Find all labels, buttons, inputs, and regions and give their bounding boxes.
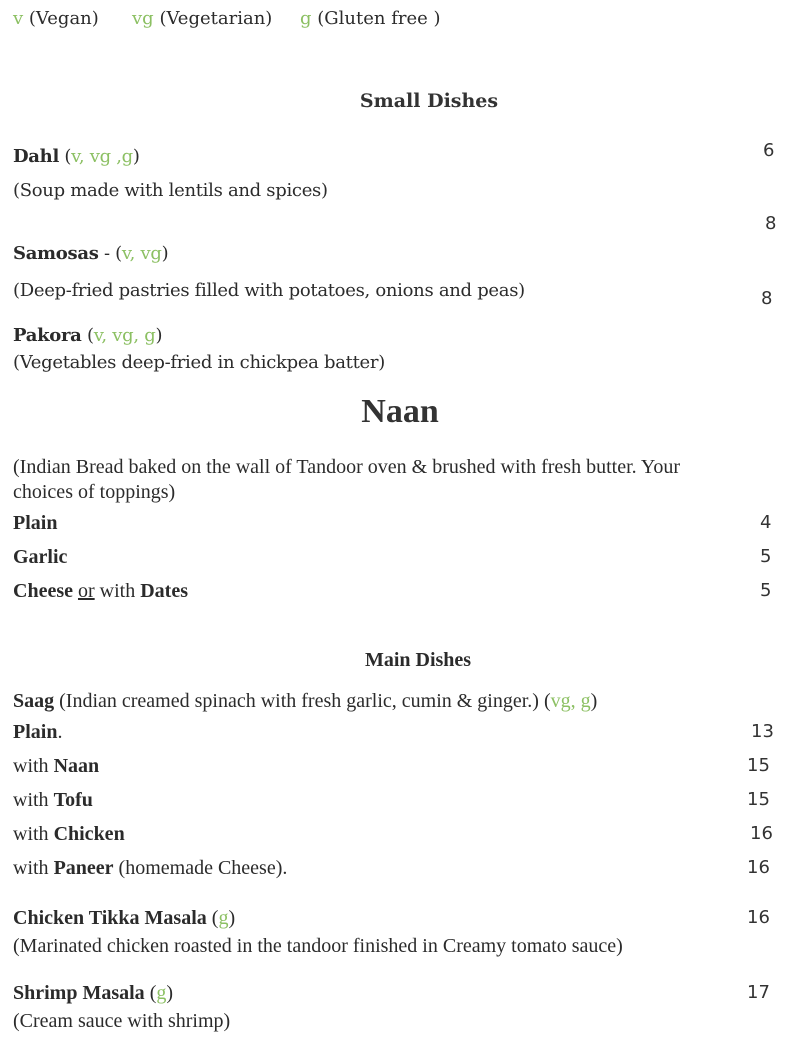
- item-description: (Soup made with lentils and spices): [13, 180, 328, 201]
- paren: ): [132, 146, 140, 167]
- prefix: with: [13, 857, 54, 879]
- saag-option: [13, 789, 93, 812]
- menu-item-shrimp-masala: [13, 982, 173, 1005]
- legend-vegetarian: [132, 8, 272, 29]
- item-price: 16: [747, 907, 770, 928]
- diet-tags: g: [218, 907, 229, 929]
- section-title-naan: Naan: [361, 393, 439, 430]
- prefix: with: [13, 823, 54, 845]
- item-name: Dahl: [13, 146, 59, 167]
- menu-item-samosas: [13, 243, 168, 264]
- paren: ): [155, 325, 163, 346]
- item-name: Saag: [13, 690, 55, 712]
- option-name: Paneer: [53, 857, 114, 879]
- diet-tags: v, vg ,g: [71, 146, 133, 167]
- naan-description-line1: (Indian Bread baked on the wall of Tandoor oven & brushed with fresh butter. Your: [13, 456, 680, 478]
- saag-option: [13, 857, 287, 880]
- prefix: with: [13, 789, 54, 811]
- item-name: Samosas: [13, 243, 99, 264]
- paren: (: [144, 982, 157, 1004]
- item-name: Cheese: [13, 580, 73, 602]
- item-name-2: Dates: [140, 580, 188, 602]
- paren: (: [206, 907, 219, 929]
- paren: ): [590, 690, 598, 712]
- diet-tags: g: [156, 982, 167, 1004]
- legend-label-vegetarian: (Vegetarian): [159, 8, 273, 29]
- item-price: 5: [760, 546, 772, 567]
- option-name: Naan: [53, 755, 100, 777]
- legend-gluten-free: [300, 8, 441, 29]
- item-price: 6: [763, 140, 775, 161]
- naan-item-plain: Plain: [13, 512, 58, 534]
- diet-tags: v, vg: [121, 243, 162, 264]
- naan-item-garlic: Garlic: [13, 546, 68, 568]
- legend-label-gluten-free: (Gluten free ): [317, 8, 441, 29]
- suffix: .: [57, 721, 63, 743]
- legend-label-vegan: (Vegan): [28, 8, 99, 29]
- saag-option: [13, 823, 125, 846]
- item-price: 17: [747, 982, 770, 1003]
- paren: ): [166, 982, 174, 1004]
- with-text: with: [94, 580, 141, 602]
- naan-item-cheese-or-dates: [13, 580, 188, 603]
- item-price: 16: [747, 857, 770, 878]
- item-price: 16: [750, 823, 773, 844]
- item-price: 8: [765, 213, 777, 234]
- item-description: (Deep-fried pastries filled with potatoes, onions and peas): [13, 280, 525, 301]
- item-description: (Marinated chicken roasted in the tandoor finished in Creamy tomato sauce): [13, 935, 623, 957]
- suffix: (homemade Cheese).: [113, 857, 288, 879]
- menu-item-dahl: [13, 146, 140, 167]
- menu-item-saag: [13, 690, 597, 713]
- naan-description-line2: choices of toppings): [13, 481, 176, 503]
- paren: ): [161, 243, 169, 264]
- paren: - (: [98, 243, 122, 264]
- item-name: Pakora: [13, 325, 82, 346]
- legend-code-gluten-free: g: [300, 8, 312, 29]
- legend-code-vegan: v: [13, 8, 24, 29]
- item-price: 15: [747, 755, 770, 776]
- paren: (: [59, 146, 72, 167]
- item-description: (Cream sauce with shrimp): [13, 1010, 231, 1032]
- menu-item-chicken-tikka-masala: [13, 907, 235, 930]
- item-name: Shrimp Masala: [13, 982, 145, 1004]
- paren: (: [81, 325, 94, 346]
- diet-tags: v, vg, g: [93, 325, 156, 346]
- item-price: 8: [761, 288, 773, 309]
- or-text: or: [77, 580, 95, 602]
- diet-tags: vg, g: [550, 690, 591, 712]
- menu-item-pakora: [13, 325, 162, 346]
- legend-code-vegetarian: vg: [132, 8, 154, 29]
- item-price: 15: [747, 789, 770, 810]
- item-name: Chicken Tikka Masala: [13, 907, 207, 929]
- dietary-legend: [13, 8, 99, 29]
- section-title-small-dishes: Small Dishes: [359, 90, 499, 112]
- saag-option: [13, 755, 99, 778]
- section-title-main-dishes: Main Dishes: [364, 649, 472, 671]
- option-name: Plain: [13, 721, 58, 743]
- item-description: (Indian creamed spinach with fresh garlic, cumin & ginger.) (: [54, 690, 551, 712]
- item-description: (Vegetables deep-fried in chickpea batter): [13, 352, 385, 373]
- item-price: 4: [760, 512, 772, 533]
- option-name: Chicken: [53, 823, 125, 845]
- item-price: 13: [751, 721, 774, 742]
- item-price: 5: [760, 580, 772, 601]
- saag-option: [13, 721, 62, 744]
- option-name: Tofu: [53, 789, 93, 811]
- prefix: with: [13, 755, 54, 777]
- paren: ): [228, 907, 236, 929]
